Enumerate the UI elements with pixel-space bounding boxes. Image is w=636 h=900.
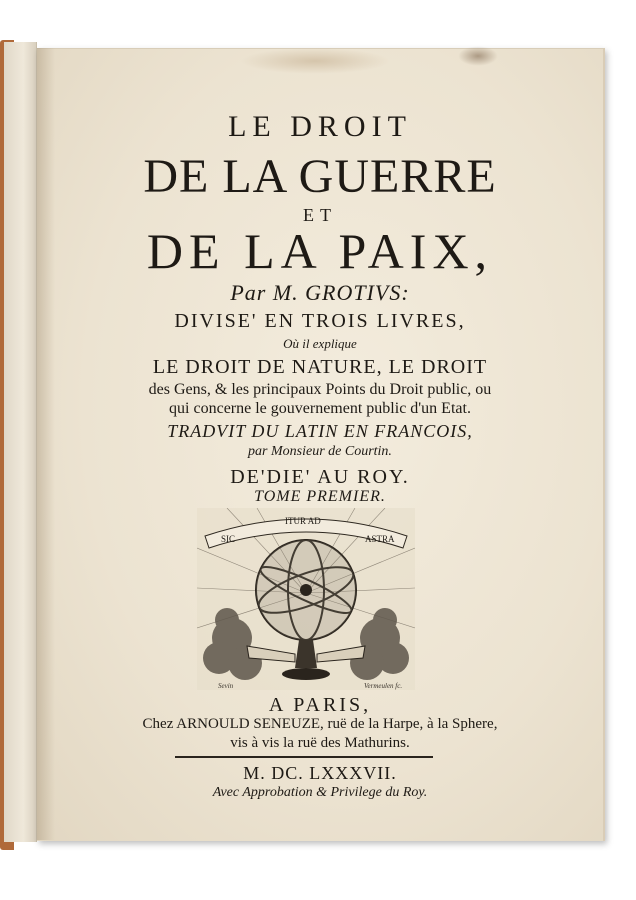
translator-line: par Monsieur de Courtin.: [248, 444, 392, 459]
privilege-line: Avec Approbation & Privilege du Roy.: [212, 785, 428, 800]
division-line: DIVISE' EN TROIS LIVRES,: [174, 310, 466, 332]
publisher-line-2: vis à vis la ruë des Mathurins.: [230, 735, 410, 751]
engraver-signature-left: Sevin: [218, 682, 234, 690]
page-stain: [240, 48, 390, 74]
motto-left: SIC: [221, 534, 236, 544]
author-line: Par M. GROTIVS:: [230, 280, 410, 305]
subject-line-2: des Gens, & les principaux Points du Droit public, ou: [148, 381, 492, 398]
title-line-4: DE LA PAIX,: [146, 223, 494, 279]
place-line: A PARIS,: [268, 694, 372, 716]
publisher-line-1: Chez ARNOULD SENEUZE, ruë de la Harpe, à la Sphere,: [142, 716, 498, 732]
horizontal-rule: [175, 756, 433, 758]
title-line-1: LE DROIT: [228, 110, 412, 143]
volume-line: TOME PREMIER.: [254, 488, 386, 505]
translation-line: TRADVIT DU LATIN EN FRANCOIS,: [167, 421, 473, 441]
explique-line: Où il explique: [283, 336, 357, 351]
left-page-edge: [4, 42, 37, 842]
dedication-line: DE'DIE' AU ROY.: [230, 466, 410, 488]
page-stain-dark: [458, 46, 498, 66]
year-line: M. DC. LXXXVII.: [243, 763, 397, 783]
title-line-3: ET: [303, 205, 337, 225]
engraver-signature-right: Vermeulen fc.: [364, 682, 403, 690]
subject-line-1: LE DROIT DE NATURE, LE DROIT: [152, 356, 488, 378]
page-gutter-shadow: [37, 48, 55, 840]
motto-right: ASTRA: [365, 534, 395, 544]
motto-top: ITUR AD: [285, 516, 321, 526]
title-line-2: DE LA GUERRE: [143, 150, 497, 203]
armillary-sphere-engraving: [197, 508, 415, 690]
subject-line-3: qui concerne le gouvernement public d'un Etat.: [169, 400, 471, 417]
